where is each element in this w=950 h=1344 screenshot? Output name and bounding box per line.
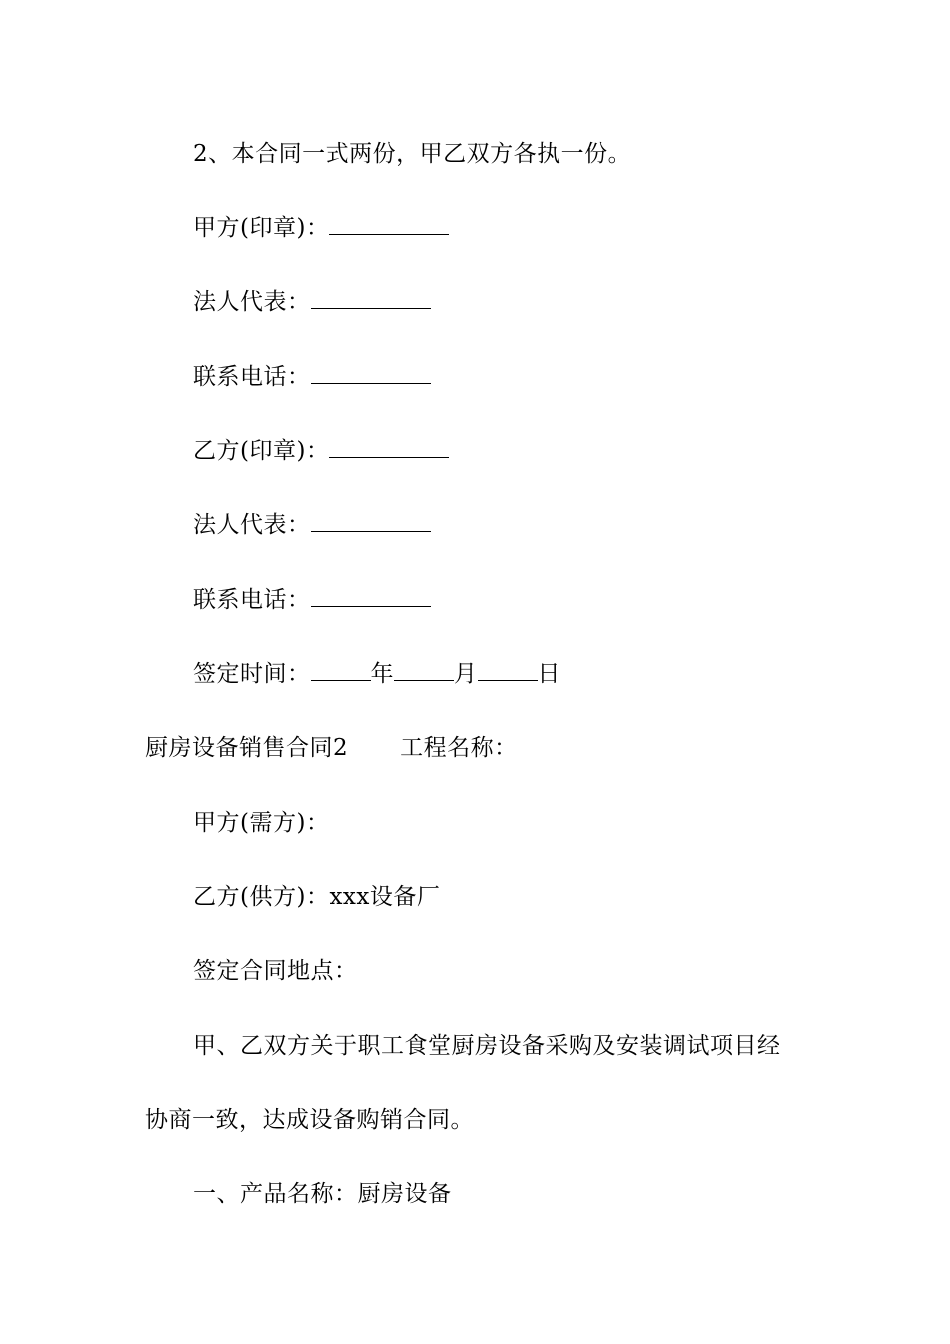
contract2-heading-row bbox=[145, 733, 518, 763]
sign-date-label: 签定时间： bbox=[193, 661, 311, 687]
year-blank bbox=[311, 660, 371, 681]
legal-rep-a-blank bbox=[311, 288, 431, 309]
agreement-paragraph-line1 bbox=[193, 1031, 781, 1061]
product-name-label: 一、产品名称：厨房设备 bbox=[193, 1181, 452, 1207]
party-a-demand-label: 甲方(需方)： bbox=[193, 810, 330, 836]
party-a-demand-row bbox=[193, 808, 329, 838]
phone-b-blank bbox=[311, 586, 431, 607]
party-a-seal-blank bbox=[329, 214, 449, 235]
month-blank bbox=[394, 660, 454, 681]
agreement-text-1: 甲、乙双方关于职工食堂厨房设备采购及安装调试项目经 bbox=[193, 1033, 781, 1059]
party-b-supply-label: 乙方(供方)：xxx设备厂 bbox=[193, 884, 441, 910]
product-name-row bbox=[193, 1179, 452, 1209]
day-blank bbox=[478, 660, 538, 681]
party-a-seal-row bbox=[193, 213, 449, 243]
sign-place-label: 签定合同地点： bbox=[193, 958, 358, 984]
clause-copies bbox=[193, 139, 631, 169]
legal-rep-b-blank bbox=[311, 511, 431, 532]
party-b-supply-row bbox=[193, 882, 440, 912]
year-label: 年 bbox=[370, 661, 394, 687]
party-b-seal-blank bbox=[329, 437, 449, 458]
legal-rep-a-row bbox=[193, 287, 431, 317]
sign-date-row bbox=[193, 659, 561, 689]
phone-a-label: 联系电话： bbox=[193, 364, 311, 390]
phone-a-blank bbox=[311, 363, 431, 384]
day-label: 日 bbox=[537, 661, 561, 687]
legal-rep-a-label: 法人代表： bbox=[193, 289, 311, 315]
legal-rep-b-label: 法人代表： bbox=[193, 512, 311, 538]
phone-b-label: 联系电话： bbox=[193, 587, 311, 613]
legal-rep-b-row bbox=[193, 510, 431, 540]
party-b-seal-label: 乙方(印章)： bbox=[193, 438, 330, 464]
sign-place-row bbox=[193, 956, 358, 986]
contract2-title: 厨房设备销售合同2 bbox=[145, 735, 349, 761]
party-a-seal-label: 甲方(印章)： bbox=[193, 215, 330, 241]
agreement-paragraph-line2 bbox=[145, 1105, 474, 1135]
agreement-text-2: 协商一致，达成设备购销合同。 bbox=[145, 1107, 474, 1133]
clause-copies-text: 2、本合同一式两份，甲乙双方各执一份。 bbox=[193, 141, 632, 167]
project-name-label: 工程名称： bbox=[400, 735, 518, 761]
party-b-seal-row bbox=[193, 436, 449, 466]
phone-b-row bbox=[193, 585, 431, 615]
month-label: 月 bbox=[454, 661, 478, 687]
phone-a-row bbox=[193, 362, 431, 392]
